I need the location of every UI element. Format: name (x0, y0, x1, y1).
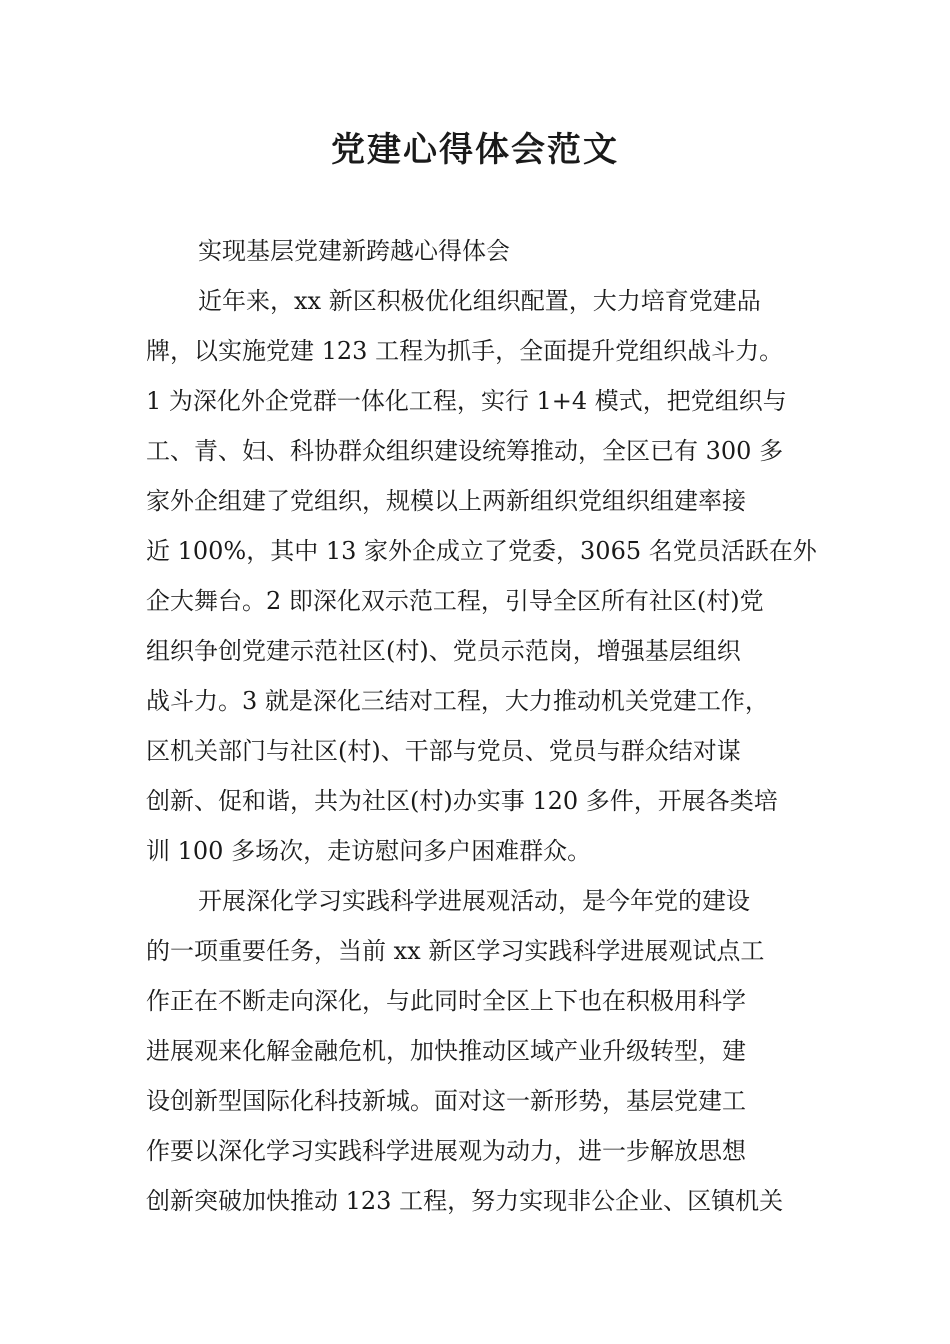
document-subtitle: 实现基层党建新跨越心得体会 (198, 237, 510, 265)
paragraph-line: 企大舞台。2 即深化双示范工程，引导全区所有社区(村)党 (146, 587, 764, 615)
paragraph-line: 近年来，xx 新区积极优化组织配置，大力培育党建品 (198, 287, 761, 315)
paragraph-1 (146, 276, 817, 876)
paragraph-line: 战斗力。3 就是深化三结对工程，大力推动机关党建工作， (146, 687, 769, 715)
paragraph-line: 设创新型国际化科技新城。面对这一新形势，基层党建工 (146, 1087, 746, 1115)
document-title: 党建心得体会范文 (331, 130, 619, 170)
paragraph-line: 近 100%，其中 13 家外企成立了党委，3065 名党员活跃在外 (146, 537, 817, 565)
paragraph-line: 1 为深化外企党群一体化工程，实行 1+4 模式，把党组织与 (146, 387, 787, 415)
paragraph-line: 进展观来化解金融危机，加快推动区域产业升级转型，建 (146, 1037, 746, 1065)
paragraph-2 (146, 876, 814, 1226)
paragraph-line: 的一项重要任务，当前 xx 新区学习实践科学进展观试点工 (146, 937, 765, 965)
paragraph-line: 家外企组建了党组织，规模以上两新组织党组织组建率接 (146, 487, 746, 515)
document-body (146, 226, 817, 1226)
paragraph-line: 工、青、妇、科协群众组织建设统筹推动，全区已有 300 多 (146, 437, 784, 465)
paragraph-line: 开展深化学习实践科学进展观活动，是今年党的建设 (198, 887, 750, 915)
paragraph-line: 创新、促和谐，共为社区(村)办实事 120 多件，开展各类培 (146, 787, 778, 815)
paragraph-line: 组织争创党建示范社区(村)、党员示范岗，增强基层组织 (146, 637, 741, 665)
paragraph-line: 创新突破加快推动 123 工程，努力实现非公企业、区镇机关 (146, 1187, 784, 1215)
paragraph-line: 作要以深化学习实践科学进展观为动力，进一步解放思想 (146, 1137, 746, 1165)
paragraph-line: 牌，以实施党建 123 工程为抓手，全面提升党组织战斗力。 (146, 337, 784, 365)
paragraph-line: 区机关部门与社区(村)、干部与党员、党员与群众结对谋 (146, 737, 741, 765)
paragraph-line: 作正在不断走向深化，与此同时全区上下也在积极用科学 (146, 987, 746, 1015)
paragraph-line: 训 100 多场次，走访慰问多户困难群众。 (146, 837, 592, 865)
